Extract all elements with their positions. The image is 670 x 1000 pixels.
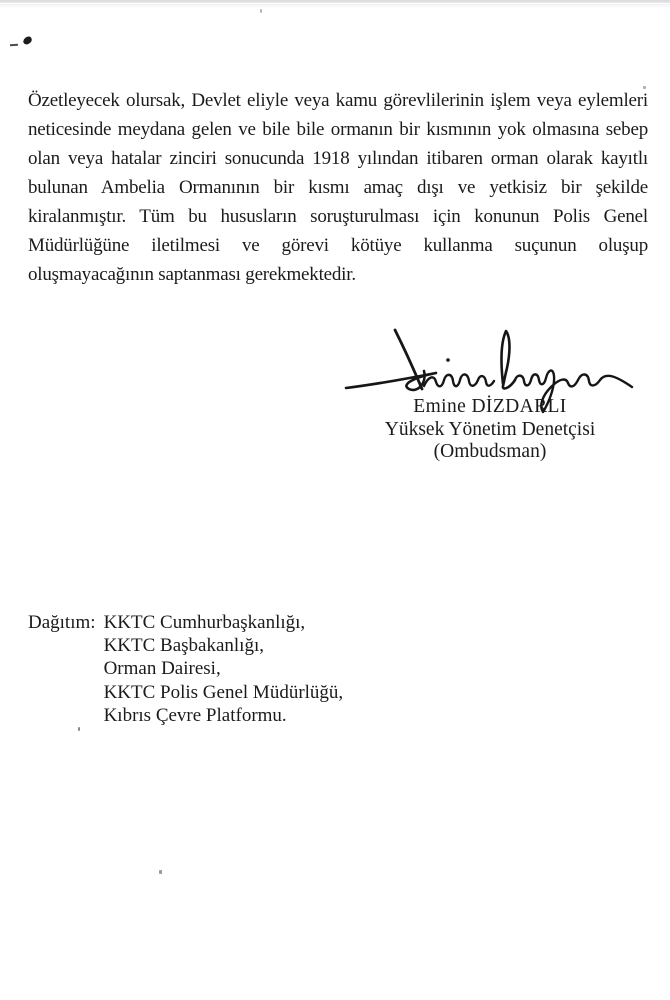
scan-speckle	[78, 727, 80, 731]
distribution-item: KKTC Başbakanlığı,	[103, 635, 264, 657]
distribution-label: Dağıtım:	[28, 612, 96, 633]
scan-speckle	[159, 870, 162, 874]
distribution-item: KKTC Cumhurbaşkanlığı,	[103, 612, 306, 633]
signatory-subtitle: (Ombudsman)	[433, 441, 547, 462]
distribution-item: KKTC Polis Genel Müdürlüğü,	[103, 681, 344, 703]
signatory-name: Emine DİZDARLI	[413, 396, 567, 417]
scan-artifact-band	[0, 0, 670, 8]
scan-artifact-line	[0, 3, 670, 4]
distribution-item: Kıbrıs Çevre Platformu.	[103, 704, 287, 726]
distribution-item: Orman Dairesi,	[103, 658, 221, 680]
scan-speckle	[260, 9, 262, 13]
body-paragraph: Özetleyecek olursak, Devlet eliyle veya kamu görevlilerinin işlem veya eylemleri neticesinde meydana gelen ve bile bile ormanın bir kısmının yok olmasına sebep olan veya hatalar zinciri sonucunda 1918 yılından itibaren orman olarak kayıtlı bulunan Ambelia Ormanının bir kısmı amaç dışı ve yetkisiz bir şekilde kiralanmıştır. Tüm bu hususların soruşturulması için konunun Polis Genel Müdürlüğüne iletilmesi ve görevi kötüye kullanma suçunun oluşup oluşmayacağının saptanması gerekmektedir.	[28, 90, 648, 285]
distribution-list	[104, 611, 344, 727]
scan-speckle	[643, 86, 646, 89]
distribution-block	[28, 611, 343, 727]
signatory-title: Yüksek Yönetim Denetçisi	[384, 419, 596, 440]
ink-mark-blob	[22, 35, 33, 45]
signature-block	[340, 326, 640, 466]
ink-mark-dash	[10, 44, 18, 47]
